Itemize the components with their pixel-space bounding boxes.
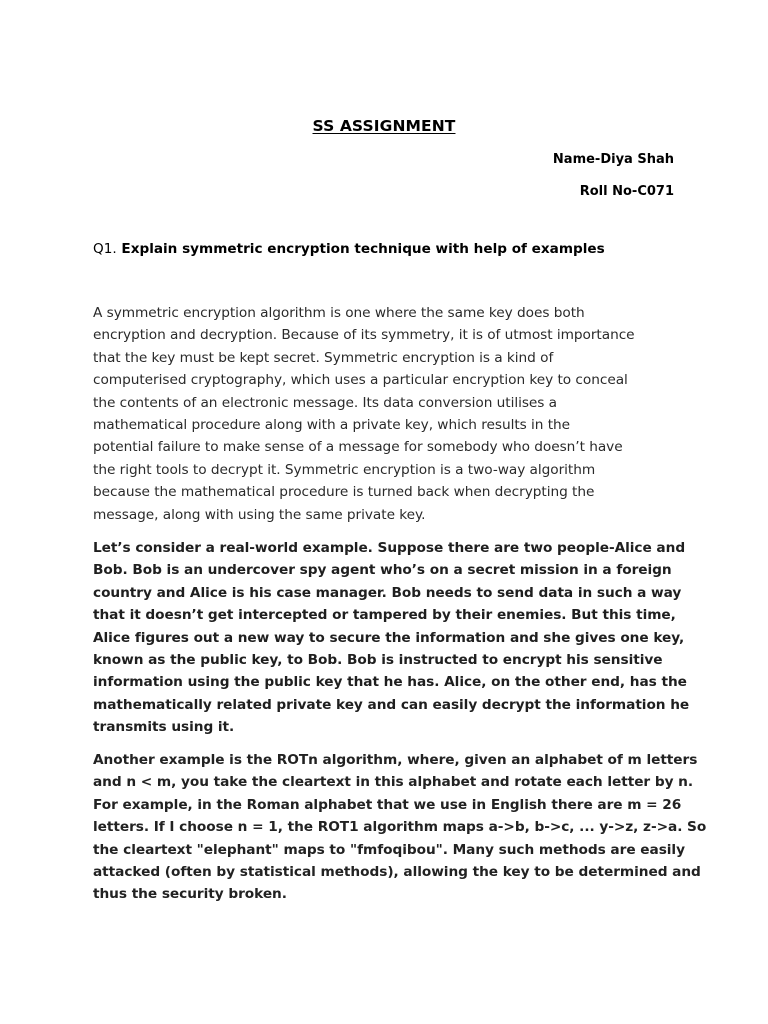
paragraph-line: encryption and decryption. Because of its symmetry, it is of utmost importance <box>93 327 635 344</box>
paragraph-line: Alice figures out a new way to secure the information and she gives one key, <box>93 629 685 646</box>
paragraph-line: mathematically related private key and can easily decrypt the information he <box>93 696 690 713</box>
paragraph-line: mathematical procedure along with a private key, which results in the <box>93 417 571 434</box>
paragraph-line: attacked (often by statistical methods), allowing the key to be determined and <box>93 864 701 881</box>
paragraph-line: computerised cryptography, which uses a particular encryption key to conceal <box>93 372 628 389</box>
paragraph-definition <box>93 302 693 526</box>
paragraph-line: A symmetric encryption algorithm is one where the same key does both <box>93 305 585 321</box>
question-text: Explain symmetric encryption technique with help of examples <box>116 241 605 257</box>
paragraph-line: and n < m, you take the cleartext in this alphabet and rotate each letter by n. <box>93 774 694 791</box>
paragraph-line: known as the public key, to Bob. Bob is instructed to encrypt his sensitive <box>93 652 663 669</box>
paragraph-line: thus the security broken. <box>93 886 287 903</box>
paragraph-line: For example, in the Roman alphabet that we use in English there are m = 26 <box>93 796 682 813</box>
paragraph-line: Another example is the ROTn algorithm, where, given an alphabet of m letters <box>93 752 698 768</box>
paragraph-line: the cleartext "elephant" maps to "fmfoqibou". Many such methods are easily <box>93 841 685 858</box>
paragraph-line: transmits using it. <box>93 719 235 736</box>
question-heading <box>93 241 605 257</box>
paragraph-line: Let’s consider a real-world example. Suppose there are two people-Alice and <box>93 540 686 556</box>
paragraph-line: letters. If I choose n = 1, the ROT1 algorithm maps a->b, b->c, ... y->z, z->a. So <box>93 819 707 836</box>
paragraph-line: the right tools to decrypt it. Symmetric encryption is a two-way algorithm <box>93 461 596 478</box>
paragraph-alice-bob-example <box>93 537 693 739</box>
roll-number: Roll No-C071 <box>579 184 674 199</box>
paragraph-line: because the mathematical procedure is turned back when decrypting the <box>93 484 595 501</box>
paragraph-rotn-example <box>93 749 707 906</box>
paragraph-line: information using the public key that he has. Alice, on the other end, has the <box>93 674 687 691</box>
paragraph-line: that the key must be kept secret. Symmetric encryption is a kind of <box>93 349 554 366</box>
paragraph-line: Bob. Bob is an undercover spy agent who’s on a secret mission in a foreign <box>93 562 672 579</box>
paragraph-line: the contents of an electronic message. Its data conversion utilises a <box>93 394 558 411</box>
paragraph-line: country and Alice is his case manager. Bob needs to send data in such a way <box>93 584 682 601</box>
document-title: SS ASSIGNMENT <box>312 117 456 135</box>
question-number: Q1. <box>93 241 117 257</box>
paragraph-line: potential failure to make sense of a message for somebody who doesn’t have <box>93 439 623 456</box>
paragraph-line: message, along with using the same private key. <box>93 506 426 523</box>
paragraph-line: that it doesn’t get intercepted or tampered by their enemies. But this time, <box>93 607 676 624</box>
student-name: Name-Diya Shah <box>552 152 674 167</box>
